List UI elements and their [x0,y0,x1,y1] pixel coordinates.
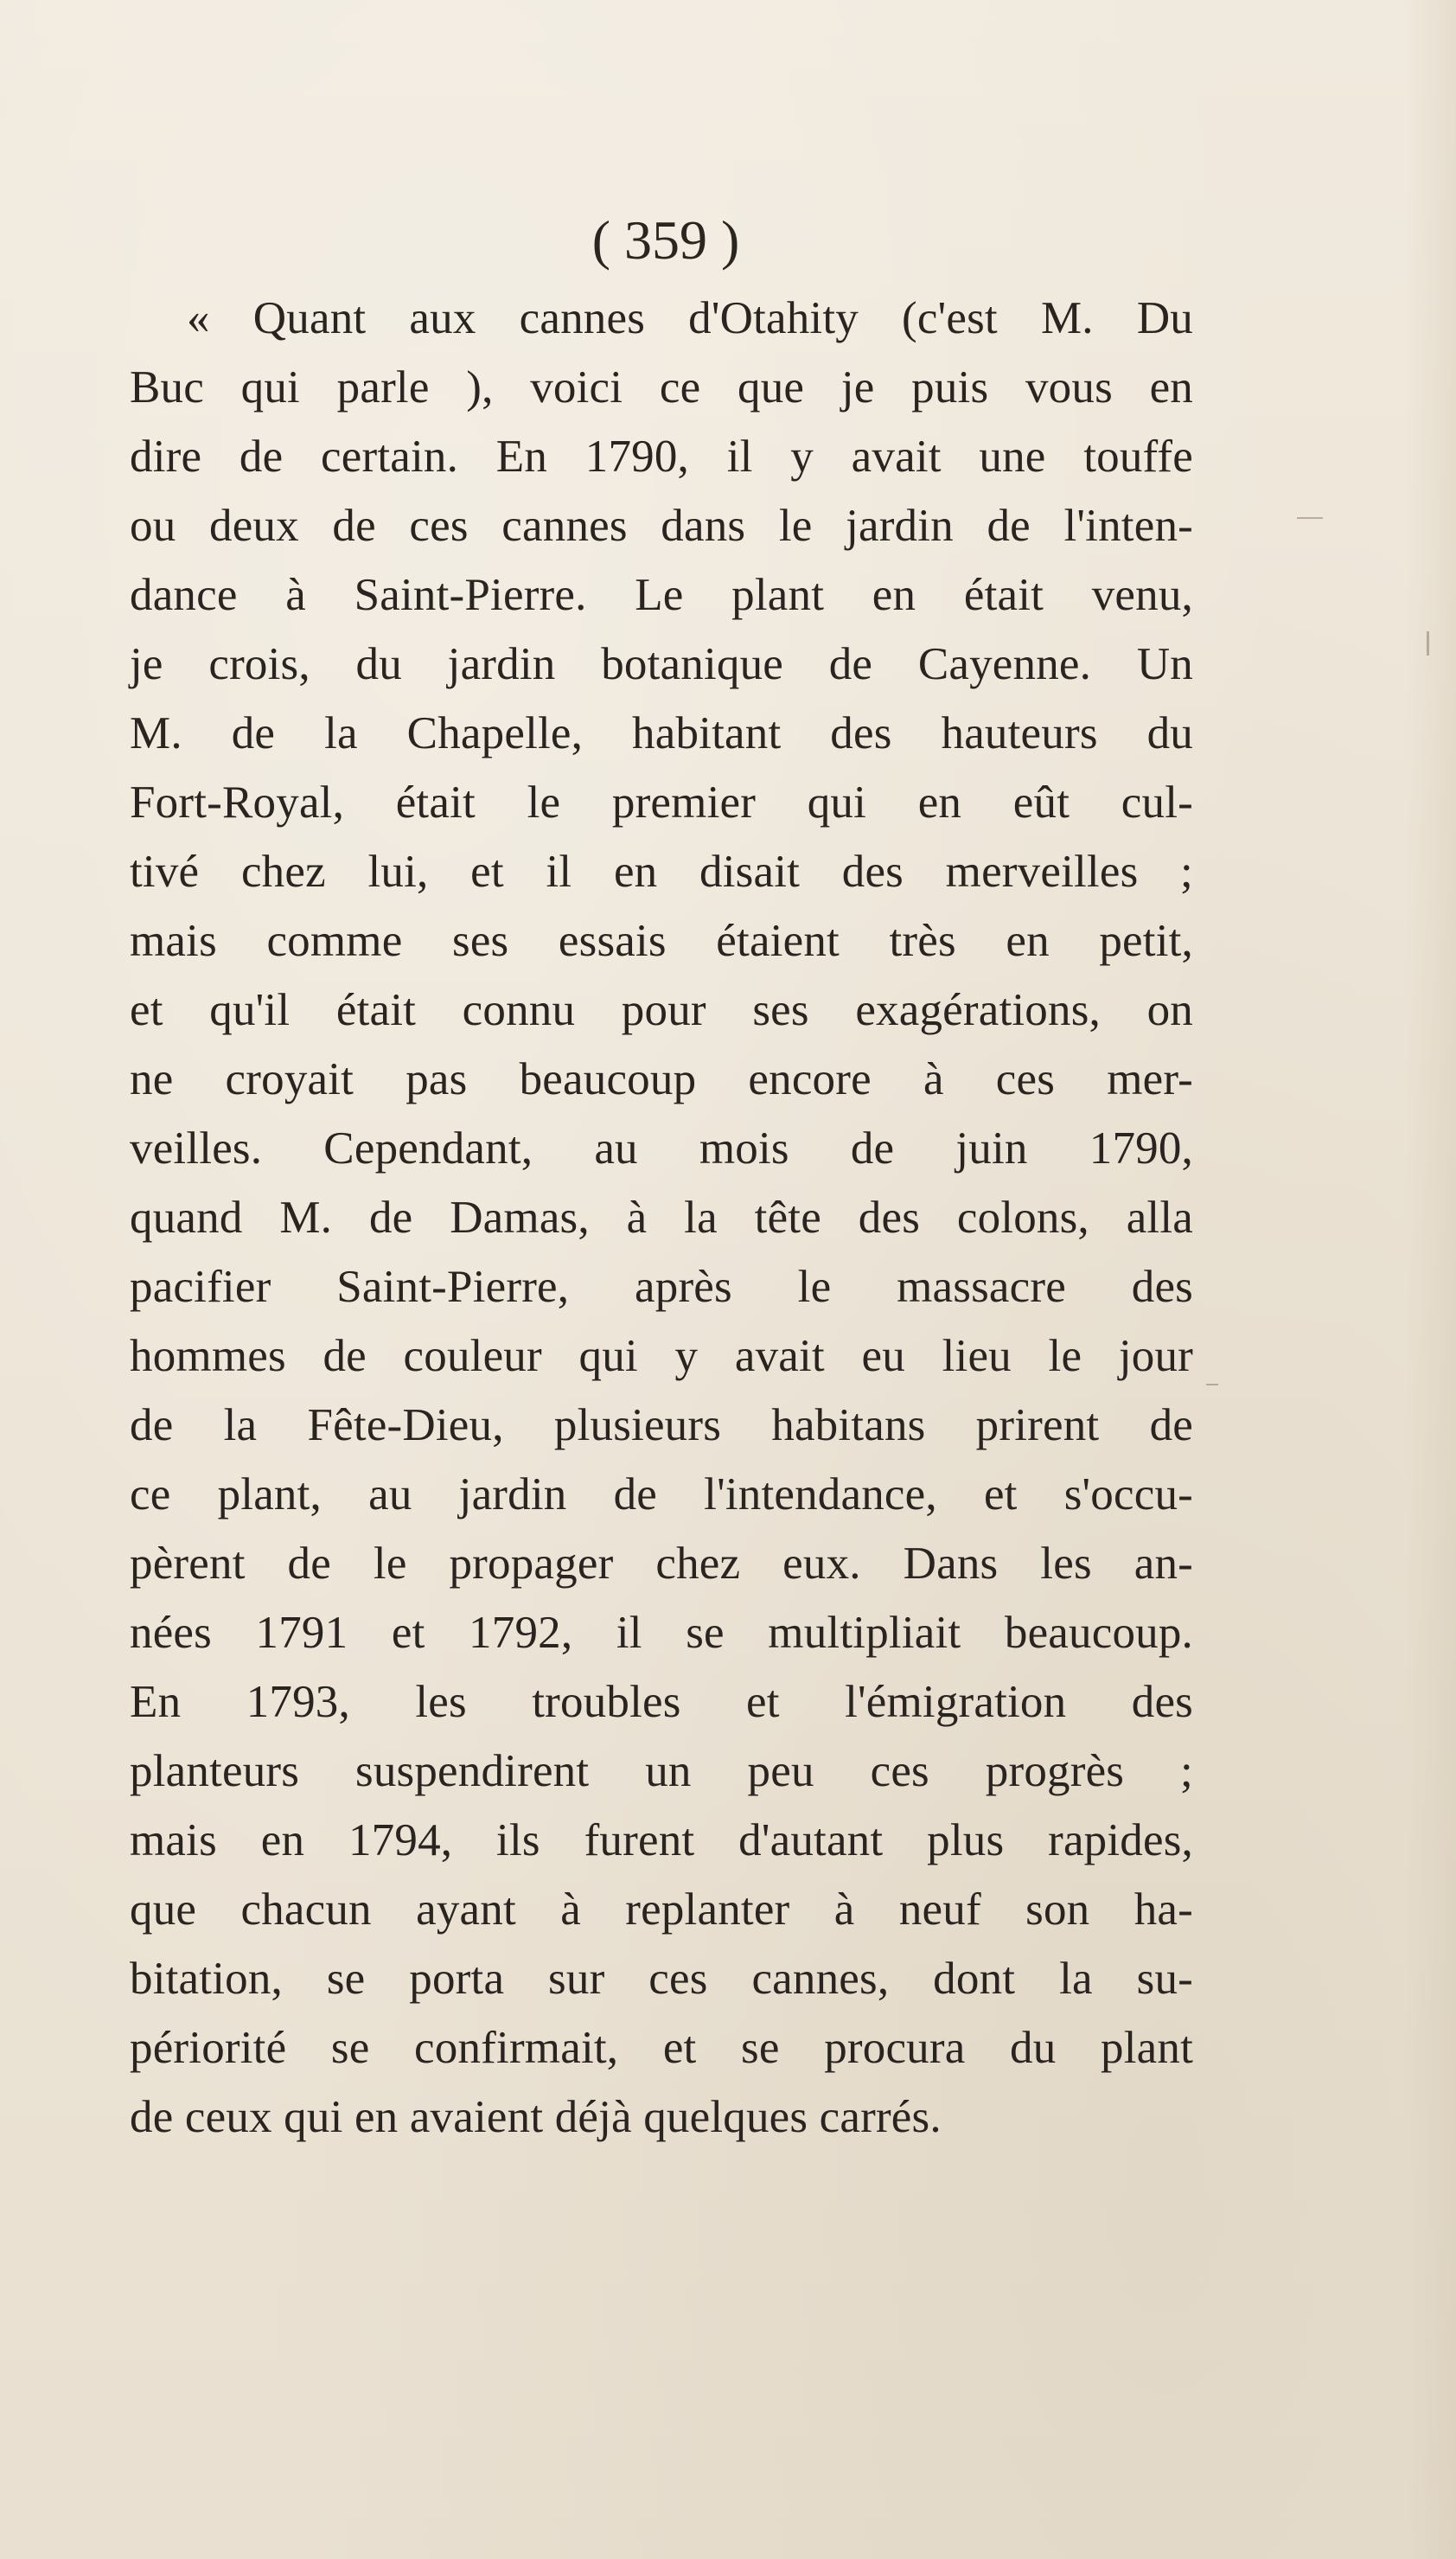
text-line: périorité se confirmait, et se procura du plant [130,2023,1193,2073]
text-line: pèrent de le propager chez eux. Dans les an- [130,1539,1193,1589]
text-line: et qu'il était connu pour ses exagérations, on [130,985,1193,1035]
text-line: ou deux de ces cannes dans le jardin de l'inten- [130,501,1193,551]
text-line: de ceux qui en avaient déjà quelques carrés. [130,2092,942,2142]
text-line: pacifier Saint-Pierre, après le massacre des [130,1262,1193,1312]
page-number: ( 359 ) [591,209,740,271]
body-text [130,284,1193,2152]
text-line: mais en 1794, ils furent d'autant plus rapides, [130,1815,1193,1865]
paper-speck [1427,631,1429,656]
text-line: veilles. Cependant, au mois de juin 1790, [130,1123,1193,1174]
text-line: planteurs suspendirent un peu ces progrès ; [130,1746,1193,1796]
text-line: que chacun ayant à replanter à neuf son ha- [130,1884,1193,1935]
text-line: Fort-Royal, était le premier qui en eût cul- [130,777,1193,828]
text-line: dire de certain. En 1790, il y avait une touffe [130,432,1193,482]
paper-speck [1297,517,1323,519]
text-line: de la Fête-Dieu, plusieurs habitans prirent de [130,1400,1193,1450]
text-line: En 1793, les troubles et l'émigration des [130,1677,1193,1727]
text-line: Buc qui parle ), voici ce que je puis vous en [130,362,1193,413]
text-line: quand M. de Damas, à la tête des colons, alla [130,1193,1193,1243]
text-line: bitation, se porta sur ces cannes, dont la su- [130,1954,1193,2004]
text-line: ce plant, au jardin de l'intendance, et s'occu- [130,1469,1193,1519]
text-line: dance à Saint-Pierre. Le plant en était venu, [130,570,1193,620]
text-line: je crois, du jardin botanique de Cayenne. Un [130,639,1193,689]
text-line: M. de la Chapelle, habitant des hauteurs du [130,708,1193,758]
text-line: mais comme ses essais étaient très en petit, [130,916,1193,966]
text-line: hommes de couleur qui y avait eu lieu le jour [130,1331,1193,1381]
text-line: tivé chez lui, et il en disait des merveilles ; [130,847,1193,897]
page-edge-shade [1404,0,1456,2559]
text-line: nées 1791 et 1792, il se multipliait beaucoup. [130,1608,1193,1658]
text-line: ne croyait pas beaucoup encore à ces mer- [130,1054,1193,1104]
text-line: « Quant aux cannes d'Otahity (c'est M. Du [187,293,1193,343]
paper-speck [1206,1384,1218,1385]
